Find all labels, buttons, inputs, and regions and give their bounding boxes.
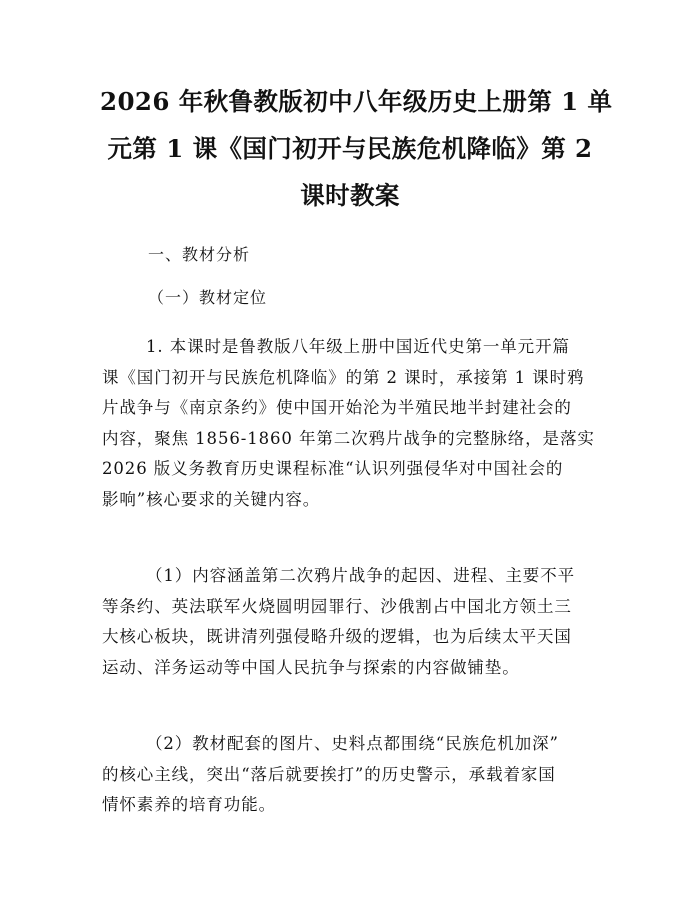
paragraph-line: 课《国门初开与民族危机降临》的第 2 课时，承接第 1 课时鸦 — [102, 367, 585, 387]
paragraph-line: 的核心主线，突出“落后就要挨打”的历史警示，承载着家国 — [102, 764, 556, 784]
paragraph-3 — [102, 729, 602, 821]
document-title — [100, 78, 613, 219]
paragraph-line: 片战争与《南京条约》使中国开始沦为半殖民地半封建社会的 — [102, 398, 572, 417]
paragraph-line: （2）教材配套的图片、史料点都围绕“民族危机加深” — [146, 734, 559, 753]
paragraph-line: 情怀素养的培育功能。 — [102, 795, 276, 814]
section-heading: 一、教材分析 — [148, 245, 251, 264]
paragraph-2 — [102, 561, 602, 683]
title-line: 元第 1 课《国门初开与民族危机降临》第 2 — [107, 134, 593, 163]
title-line: 课时教案 — [300, 181, 400, 210]
subsection-heading: （一）教材定位 — [148, 288, 268, 307]
paragraph-line: 等条约、英法联军火烧圆明园罪行、沙俄割占中国北方领土三 — [102, 596, 572, 616]
paragraph-line: 大核心板块，既讲清列强侵略升级的逻辑，也为后续太平天国 — [102, 627, 572, 646]
paragraph-1 — [102, 332, 602, 515]
paragraph-line: （1）内容涵盖第二次鸦片战争的起因、进程、主要不平 — [146, 566, 575, 585]
paragraph-line: 内容，聚焦 1856-1860 年第二次鸦片战争的完整脉络，是落实 — [102, 428, 595, 448]
paragraph-line: 1. 本课时是鲁教版八年级上册中国近代史第一单元开篇 — [146, 337, 570, 356]
paragraph-line: 运动、洋务运动等中国人民抗争与探索的内容做铺垫。 — [102, 657, 520, 677]
paragraph-line: 影响”核心要求的关键内容。 — [102, 489, 321, 509]
title-line: 2026 年秋鲁教版初中八年级历史上册第 1 单 — [100, 87, 613, 116]
paragraph-line: 2026 版义务教育历史课程标准“认识列强侵华对中国社会的 — [102, 459, 564, 478]
